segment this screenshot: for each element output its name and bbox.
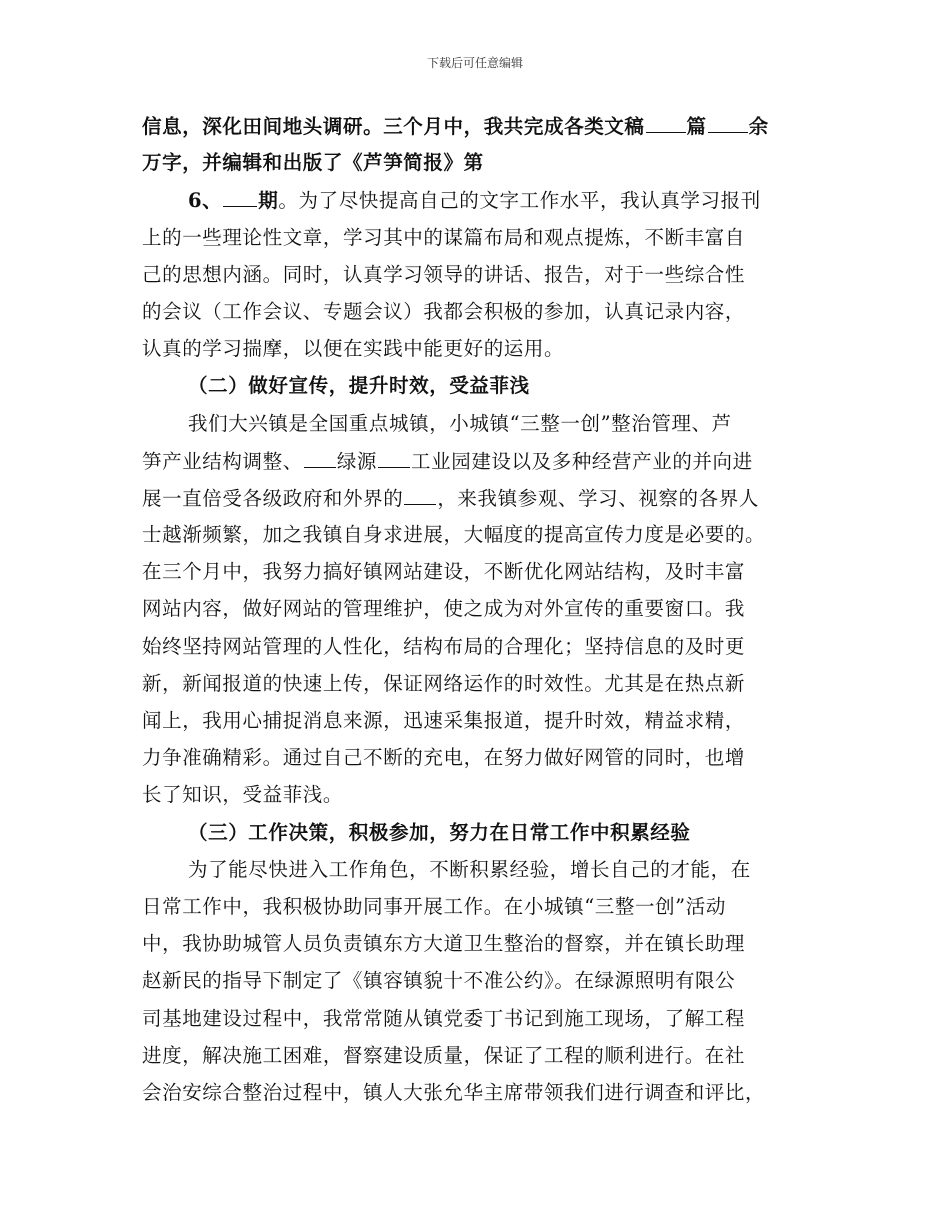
text-segment: 。为了尽快提高自己的文字工作水平，我认真学习报刊 — [278, 189, 761, 213]
text-line — [142, 482, 832, 513]
text-segment: 展一直倍受各级政府和外界的 — [142, 486, 404, 510]
text-segment: 余 — [748, 115, 769, 138]
text-segment: ，来我镇参观、学习、视察的各界人 — [437, 486, 759, 510]
text-segment: 绿源 — [336, 449, 378, 473]
text-line: 己的思想内涵。同时，认真学习领导的讲话、报告，对于一些综合性 — [142, 262, 746, 286]
document-body — [142, 110, 832, 1114]
text-line: 长了知识，受益菲浅。 — [142, 783, 344, 807]
text-segment: 6、 — [188, 189, 223, 213]
text-line: 上的一些理论性文章，学习其中的谋篇布局和观点提炼，不断丰富自 — [142, 225, 746, 249]
text-line — [142, 110, 832, 141]
text-line: 为了能尽快进入工作角色，不断积累经验，增长自己的才能，在 — [188, 857, 751, 881]
text-line — [142, 445, 832, 476]
text-segment: 信息，深化田间地头调研。三个月中，我共完成各类文稿 — [142, 115, 645, 138]
text-line: 赵新民的指导下制定了《镇容镇貌十不准公约》。在绿源照明有限公 — [142, 969, 736, 993]
text-line: 中，我协助城管人员负责镇东方大道卫生整治的督察，并在镇长助理 — [142, 932, 746, 956]
page-header: 下载后可任意编辑 — [426, 56, 523, 70]
text-line: 始终坚持网站管理的人性化，结构布局的合理化；坚持信息的及时更 — [142, 634, 746, 658]
text-segment: 工业园建设以及多种经营产业的并向进 — [411, 449, 753, 473]
blank-underline — [404, 482, 436, 505]
blank-underline — [378, 445, 410, 468]
text-segment: 期 — [258, 189, 279, 213]
text-segment: 笋产业结构调整、 — [142, 449, 303, 473]
text-line: 的会议（工作会议、专题会议）我都会积极的参加，认真记录内容， — [142, 299, 746, 323]
text-line — [142, 184, 832, 215]
text-line: 万字，并编辑和出版了《芦笋简报》第 — [142, 151, 484, 175]
text-line: 日常工作中，我积极协助同事开展工作。在小城镇“三整一创”活动 — [142, 894, 726, 918]
text-line: 进度，解决施工困难，督察建设质量，保证了工程的顺利进行。在社 — [142, 1043, 746, 1067]
text-line: 新，新闻报道的快速上传，保证网络运作的时效性。尤其是在热点新 — [142, 671, 746, 695]
text-line: 士越渐频繁，加之我镇自身求进展，大幅度的提高宣传力度是必要的。 — [142, 523, 766, 547]
blank-underline — [304, 445, 336, 468]
blank-underline — [708, 110, 748, 133]
text-segment: 篇 — [686, 115, 707, 138]
blank-underline — [223, 184, 257, 207]
text-line: 认真的学习揣摩，以便在实践中能更好的运用。 — [142, 337, 565, 361]
text-line: 在三个月中，我努力搞好镇网站建设，不断优化网站结构，及时丰富 — [142, 560, 746, 584]
text-line: 会治安综合整治过程中，镇人大张允华主席带领我们进行调查和评比， — [142, 1080, 766, 1104]
section-heading: （二）做好宣传，提升时效，受益菲浅 — [188, 374, 530, 398]
text-line: 力争准确精彩。通过自己不断的充电，在努力做好网管的同时，也增 — [142, 746, 746, 770]
text-line: 司基地建设过程中，我常常随从镇党委丁书记到施工现场，了解工程 — [142, 1006, 746, 1030]
blank-underline — [646, 110, 686, 133]
text-line: 网站内容，做好网站的管理维护，使之成为对外宣传的重要窗口。我 — [142, 597, 746, 621]
text-line: 我们大兴镇是全国重点城镇，小城镇“三整一创”整治管理、芦 — [188, 411, 732, 435]
text-line: 闻上，我用心捕捉消息来源，迅速采集报道，提升时效，精益求精， — [142, 709, 746, 732]
section-heading: （三）工作决策，积极参加，努力在日常工作中积累经验 — [188, 820, 691, 844]
